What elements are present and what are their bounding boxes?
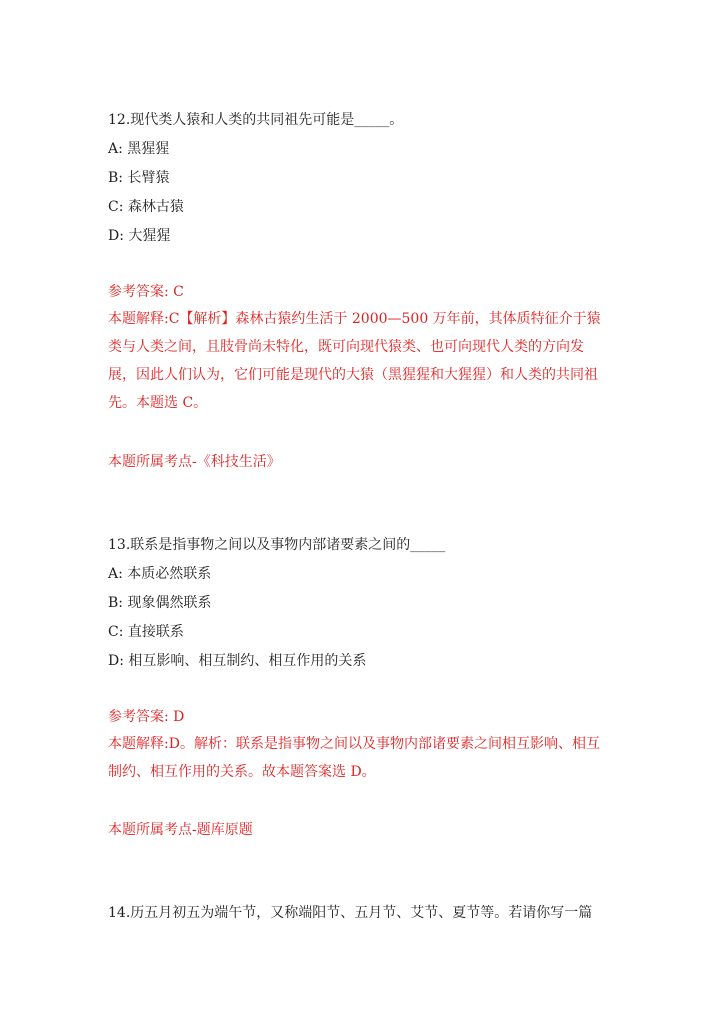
question-13-option-b: B: 现象偶然联系 <box>108 595 212 611</box>
question-12-option-b: B: 长臂猿 <box>108 170 170 186</box>
question-12-option-a: A: 黑猩猩 <box>108 141 170 157</box>
question-13-answer: 参考答案: D <box>108 709 185 725</box>
question-13-text: 13.联系是指事物之间以及事物内部诸要素之间的_____ <box>108 537 446 553</box>
question-14-text: 14.历五月初五为端午节，又称端阳节、五月节、艾节、夏节等。若请你写一篇 <box>108 905 593 921</box>
question-12-option-c: C: 森林古猿 <box>108 199 184 215</box>
question-12-explanation: 本题解释:C【解析】森林古猿约生活于 2000—500 万年前，其体质特征介于猿类与人类之间，且肢骨尚未特化，既可向现代猿类、也可向现代人类的方向发展，因此人们认为，它们可能是现代的大猿（黑猩猩和大猩猩）和人类的共同祖先。本题选 C。 <box>108 311 601 411</box>
question-13-option-c: C: 直接联系 <box>108 624 184 640</box>
question-12-answer: 参考答案: C <box>108 284 184 300</box>
question-13-option-a: A: 本质必然联系 <box>108 566 212 582</box>
question-13-option-d: D: 相互影响、相互制约、相互作用的关系 <box>108 653 367 669</box>
question-12-topic: 本题所属考点-《科技生活》 <box>108 454 281 470</box>
question-12-text: 12.现代类人猿和人类的共同祖先可能是_____。 <box>108 112 404 128</box>
question-13-explanation: 本题解释:D。解析：联系是指事物之间以及事物内部诸要素之间相互影响、相互制约、相互作用的关系。故本题答案选 D。 <box>108 736 600 780</box>
question-13-topic: 本题所属考点-题库原题 <box>108 822 253 838</box>
question-12-option-d: D: 大猩猩 <box>108 228 171 244</box>
